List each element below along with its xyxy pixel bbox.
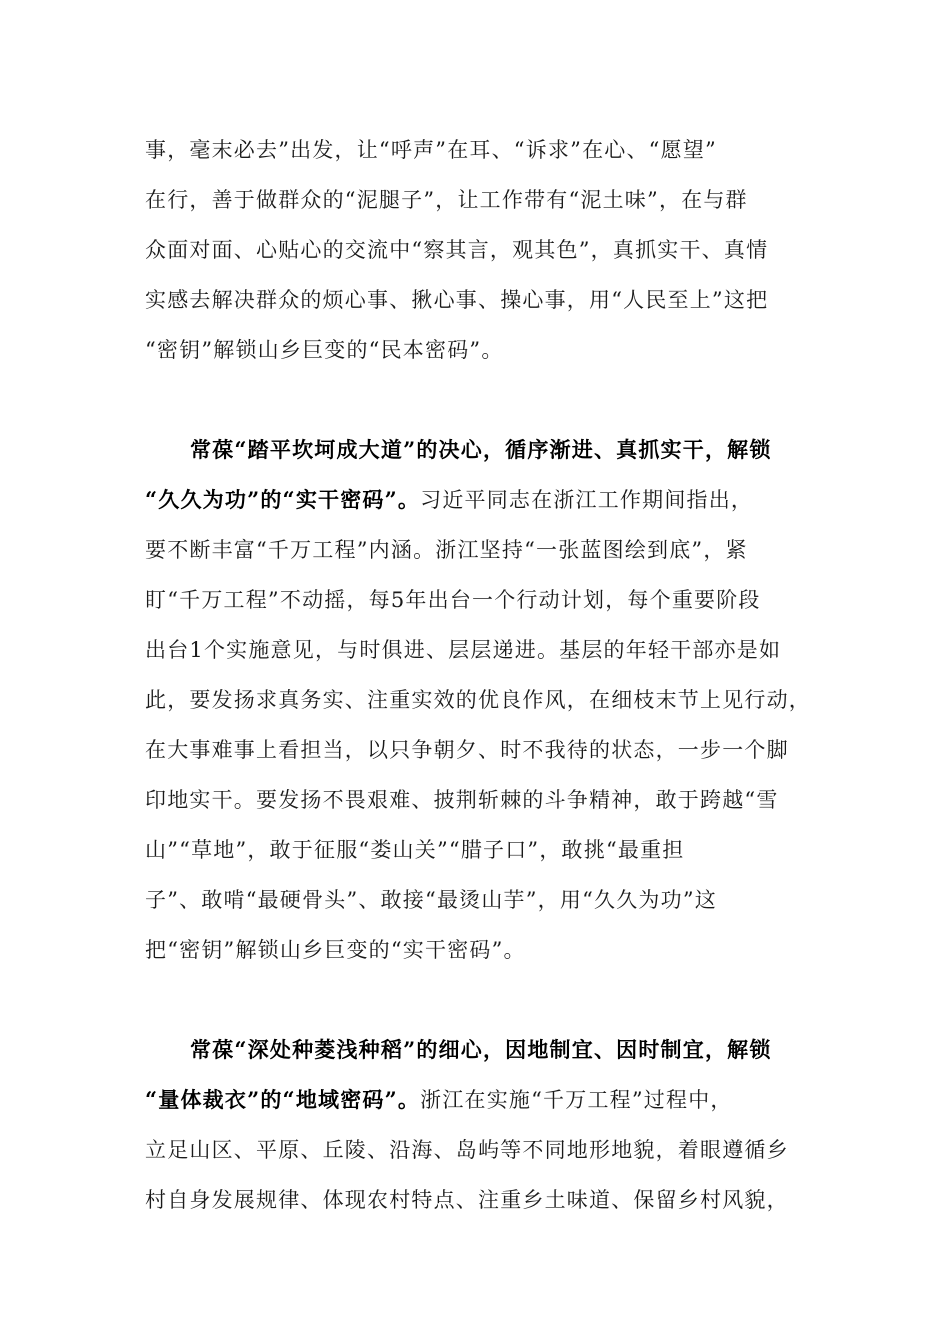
paragraph2-heading-line-1: 常葆“踏平坎坷成大道”的决心，循序渐进、真抓实干，解锁	[190, 437, 772, 462]
paragraph2-line-4: 盯“千万工程”不动摇，每5年出台一个行动计划，每个重要阶段	[145, 588, 761, 612]
paragraph1-line-1: 事，毫末必去”出发，让“呼声”在耳、“诉求”在心、“愿望”	[145, 138, 717, 162]
paragraph3-line-2	[145, 1084, 825, 1116]
paragraph2-line-2-rest: 习近平同志在浙江工作期间指出，	[420, 488, 754, 512]
paragraph3-line-2-rest: 浙江在实施“千万工程”过程中，	[420, 1088, 733, 1112]
paragraph2-line-3: 要不断丰富“千万工程”内涵。浙江坚持“一张蓝图绘到底”，紧	[145, 538, 748, 562]
paragraph1-line-2: 在行，善于做群众的“泥腿子”，让工作带有“泥土味”，在与群	[145, 188, 748, 212]
paragraph1-line-5: “密钥”解锁山乡巨变的“民本密码”。	[145, 338, 504, 362]
paragraph2-line-9: 山”“草地”，敢于征服“娄山关”“腊子口”，敢挑“最重担	[145, 838, 685, 862]
paragraph3-line-3: 立足山区、平原、丘陵、沿海、岛屿等不同地形地貌，着眼遵循乡	[145, 1138, 789, 1162]
paragraph2-line-6: 此，要发扬求真务实、注重实效的优良作风，在细枝末节上见行动，	[145, 688, 811, 712]
paragraph3-heading-line-2: “量体裁衣”的“地域密码”。	[145, 1087, 421, 1112]
paragraph1-line-3: 众面对面、心贴心的交流中“察其言，观其色”，真抓实干、真情	[145, 238, 769, 262]
paragraph2-line-10: 子”、敢啃“最硬骨头”、敢接“最烫山芋”，用“久久为功”这	[145, 888, 717, 912]
paragraph2-heading-line-2: “久久为功”的“实干密码”。	[145, 487, 421, 512]
paragraph2-line-2	[145, 484, 825, 516]
paragraph2-line-5: 出台1个实施意见，与时俱进、层层递进。基层的年轻干部亦是如	[145, 638, 782, 662]
paragraph3-line-4: 村自身发展规律、体现农村特点、注重乡土味道、保留乡村风貌，	[145, 1188, 789, 1212]
paragraph2-line-11: 把“密钥”解锁山乡巨变的“实干密码”。	[145, 938, 526, 962]
paragraph1-line-4: 实感去解决群众的烦心事、揪心事、操心事，用“人民至上”这把	[145, 288, 769, 312]
paragraph2-line-8: 印地实干。要发扬不畏艰难、披荆斩棘的斗争精神，敢于跨越“雪	[145, 788, 779, 812]
paragraph3-heading-line-1: 常葆“深处种菱浅种稻”的细心，因地制宜、因时制宜，解锁	[190, 1037, 772, 1062]
paragraph2-line-7: 在大事难事上看担当，以只争朝夕、时不我待的状态，一步一个脚	[145, 738, 789, 762]
